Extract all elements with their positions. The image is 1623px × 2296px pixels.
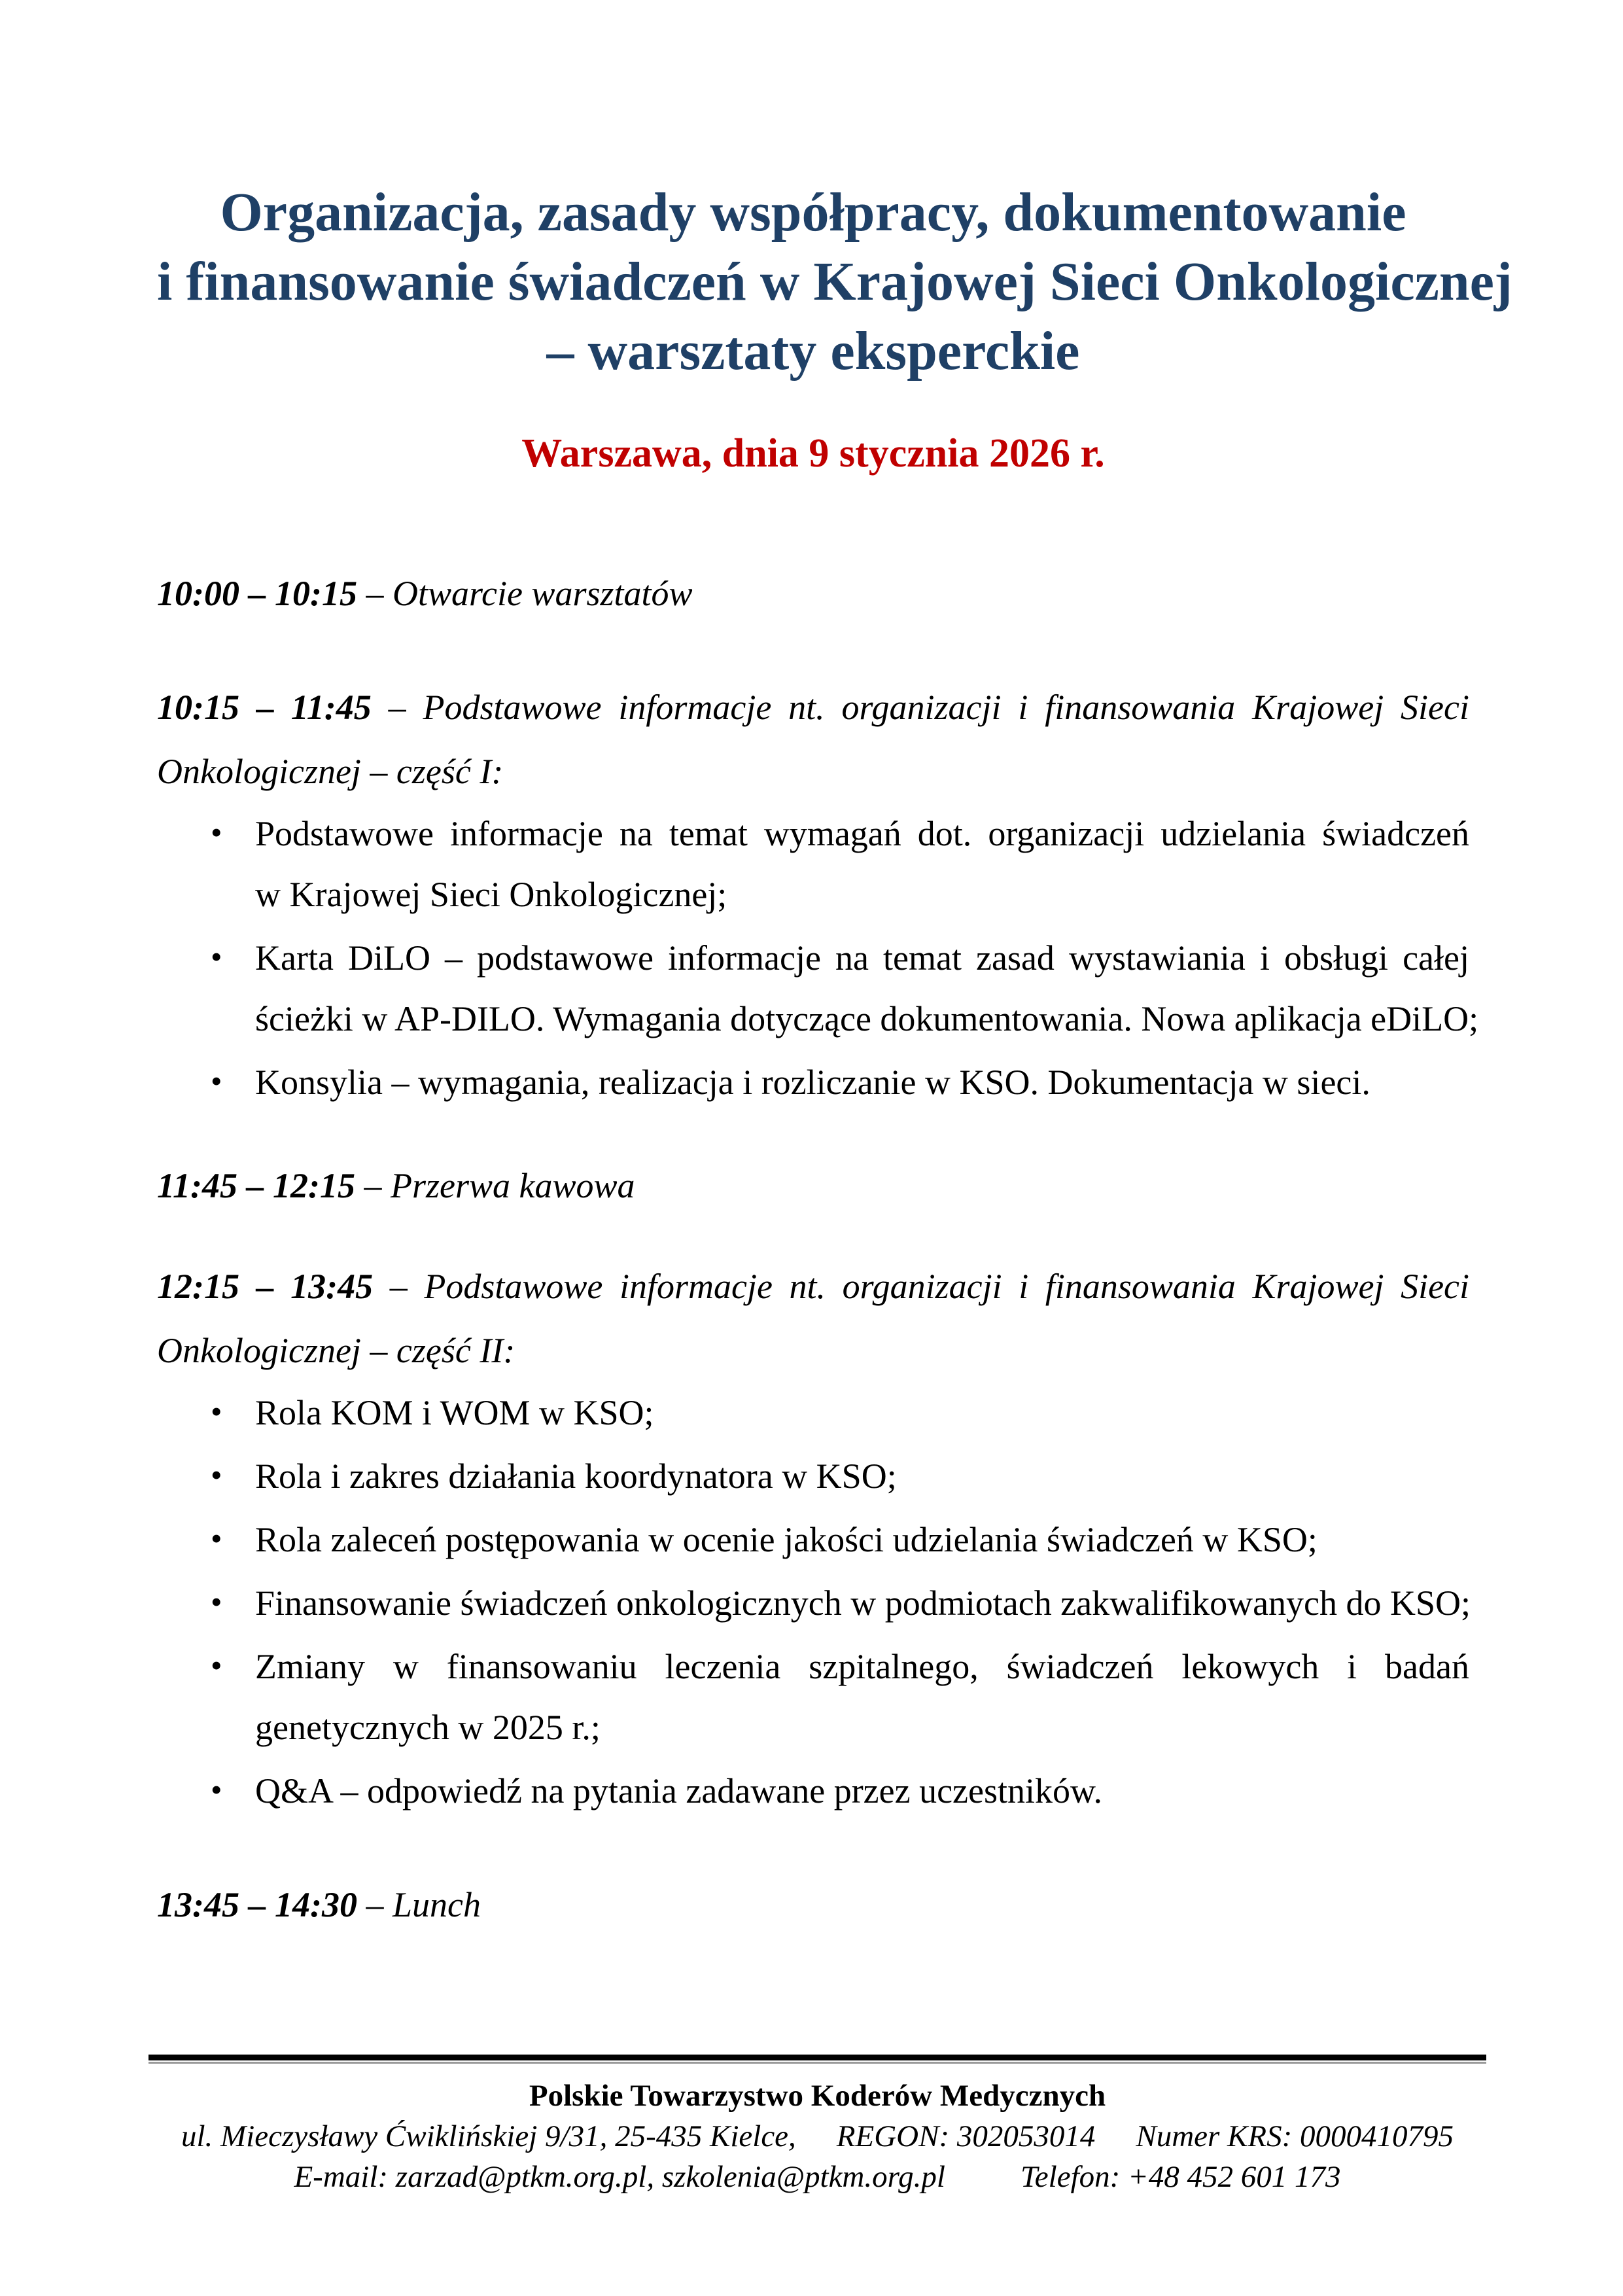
bullet-line: Rola i zakres działania koordynatora w KSO; <box>255 1457 897 1496</box>
footer-phone: Telefon: +48 452 601 173 <box>1020 2160 1341 2194</box>
entry-description: Przerwa kawowa <box>391 1166 635 1205</box>
agenda-entry-line <box>157 1254 1469 1318</box>
bullet-item <box>157 1573 1469 1634</box>
title-line-3: – warsztaty eksperckie <box>546 321 1080 381</box>
bullet-icon: • <box>211 938 222 975</box>
bullet-list-2 <box>157 1383 1469 1822</box>
bullet-icon: • <box>211 1771 222 1808</box>
title-line-1: Organizacja, zasady współpracy, dokumentowanie <box>220 182 1406 243</box>
agenda-entry <box>157 1873 1469 1937</box>
footer-street-address: ul. Mieczysławy Ćwiklińskiej 9/31, 25-435 Kielce, <box>181 2119 796 2153</box>
agenda-entry-line <box>157 1318 1469 1383</box>
bullet-line: Konsylia – wymagania, realizacja i rozliczanie w KSO. Dokumentacja w sieci. <box>255 1063 1370 1102</box>
page-footer <box>148 2055 1486 2197</box>
entry-description: Onkologicznej – część I: <box>157 752 504 791</box>
bullet-line: Karta DiLO – podstawowe informacje na temat zasad wystawiania i obsługi całej <box>255 938 1469 978</box>
bullet-line: ścieżki w AP-DILO. Wymagania dotyczące dokumentowania. Nowa aplikacja eDiLO; <box>255 999 1479 1038</box>
footer-regon: REGON: 302053014 <box>836 2119 1096 2153</box>
bullet-line: Rola KOM i WOM w KSO; <box>255 1393 654 1432</box>
agenda-entry-line <box>157 675 1469 739</box>
entry-description: Otwarcie warsztatów <box>392 574 693 613</box>
entry-description: Lunch <box>392 1885 481 1924</box>
bullet-item <box>157 1446 1469 1507</box>
footer-org-name: Polskie Towarzystwo Koderów Medycznych <box>529 2079 1106 2113</box>
document-title <box>157 0 1512 386</box>
bullet-line: Zmiany w finansowaniu leczenia szpitalnego, świadczeń lekowych i badań <box>255 1647 1469 1686</box>
bullet-line: Q&A – odpowiedź na pytania zadawane przez uczestników. <box>255 1771 1102 1810</box>
agenda-entry <box>157 675 1469 804</box>
bullet-icon: • <box>211 1520 222 1557</box>
time-range: 12:15 – 13:45 <box>157 1267 374 1306</box>
bullet-item <box>157 804 1469 925</box>
bullet-icon: • <box>211 814 222 851</box>
footer-rule-thin <box>148 2062 1486 2064</box>
bullet-item <box>157 1383 1469 1443</box>
bullet-item <box>157 1510 1469 1570</box>
entry-description: Onkologicznej – część II: <box>157 1331 515 1370</box>
bullet-item <box>157 1761 1469 1822</box>
bullet-line: Rola zaleceń postępowania w ocenie jakości udzielania świadczeń w KSO; <box>255 1520 1318 1559</box>
time-range: 10:15 – 11:45 <box>157 688 372 727</box>
bullet-icon: • <box>211 1647 222 1684</box>
agenda-entry <box>157 1254 1469 1383</box>
bullet-line: Podstawowe informacje na temat wymagań dot. organizacji udzielania świadczeń <box>255 814 1469 853</box>
title-line-2: i finansowanie świadczeń w Krajowej Sieci Onkologicznej <box>157 251 1512 312</box>
agenda-entry <box>157 1154 1469 1218</box>
footer-rule-thick <box>148 2055 1486 2060</box>
agenda-entry-line <box>157 561 1469 626</box>
footer-contact-line <box>148 2157 1486 2197</box>
bullet-icon: • <box>211 1393 222 1430</box>
time-range: 10:00 – 10:15 <box>157 574 357 613</box>
bullet-icon: • <box>211 1063 222 1099</box>
time-range: 13:45 – 14:30 <box>157 1885 357 1924</box>
footer-email: E-mail: zarzad@ptkm.org.pl, szkolenia@ptkm.org.pl <box>294 2160 945 2194</box>
dash-separator: – <box>388 688 406 727</box>
agenda-entry <box>157 561 1469 626</box>
dash-separator: – <box>366 1885 384 1924</box>
event-date-location: Warszawa, dnia 9 stycznia 2026 r. <box>521 431 1105 476</box>
entry-description: Podstawowe informacje nt. organizacji i finansowania Krajowej Sieci <box>424 1267 1470 1306</box>
footer-krs: Numer KRS: 0000410795 <box>1136 2119 1454 2153</box>
dash-separator: – <box>364 1166 382 1205</box>
bullet-icon: • <box>211 1457 222 1493</box>
agenda-entry-line <box>157 1154 1469 1218</box>
dash-separator: – <box>366 574 384 613</box>
entry-description: Podstawowe informacje nt. organizacji i finansowania Krajowej Sieci <box>423 688 1469 727</box>
bullet-list-1 <box>157 804 1479 1113</box>
footer-address-line <box>148 2116 1486 2157</box>
bullet-line: Finansowanie świadczeń onkologicznych w podmiotach zakwalifikowanych do KSO; <box>255 1583 1471 1623</box>
bullet-line: w Krajowej Sieci Onkologicznej; <box>255 875 727 914</box>
time-range: 11:45 – 12:15 <box>157 1166 355 1205</box>
bullet-item <box>157 928 1479 1050</box>
dash-separator: – <box>389 1267 408 1306</box>
agenda-entry-line <box>157 1873 1469 1937</box>
bullet-line: genetycznych w 2025 r.; <box>255 1708 601 1747</box>
agenda-entry-line <box>157 739 1469 804</box>
bullet-icon: • <box>211 1583 222 1620</box>
bullet-item <box>157 1636 1469 1758</box>
bullet-item <box>157 1052 1469 1113</box>
